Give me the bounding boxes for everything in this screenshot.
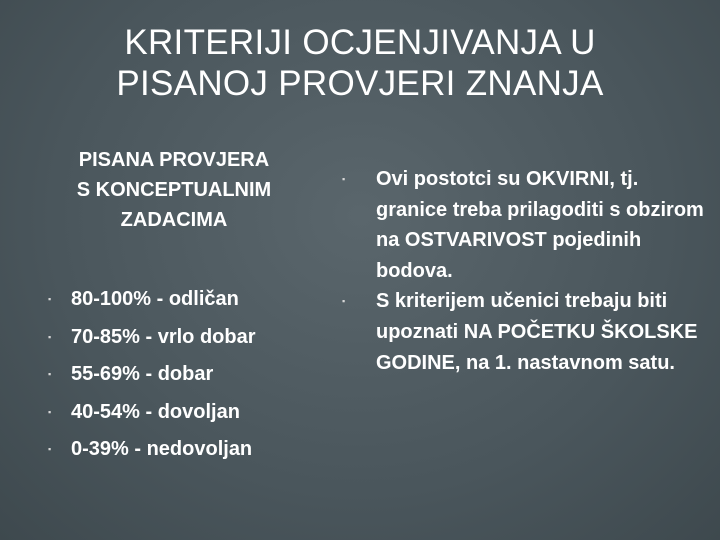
slide-title-line-2: PISANOJ PROVJERI ZNANJA <box>116 64 604 103</box>
grade-criteria-list <box>48 281 338 469</box>
list-item <box>340 164 712 286</box>
list-item <box>340 286 712 378</box>
list-item <box>48 319 338 357</box>
slide-title <box>0 22 720 104</box>
list-item <box>48 356 338 394</box>
note-text: S kriterijem učenici trebaju biti upoznati NA POČETKU ŠKOLSKE GODINE, na 1. nastavnom satu. <box>376 290 698 374</box>
bullet-icon: ▪ <box>48 444 52 454</box>
bullet-icon: ▪ <box>48 331 52 342</box>
notes-list <box>340 164 712 378</box>
left-heading-line-3: ZADACIMA <box>120 209 228 231</box>
slide-title-line-1: KRITERIJI OCJENJIVANJA U <box>124 23 596 62</box>
bullet-icon: ▪ <box>48 406 52 417</box>
grade-criterion-text: 0-39% - nedovoljan <box>71 438 253 460</box>
list-item <box>48 394 338 432</box>
grade-criterion-text: 70-85% - vrlo dobar <box>71 325 256 348</box>
note-text: Ovi postotci su OKVIRNI, tj. granice treba prilagoditi s obzirom na OSTVARIVOST pojedinih bodova. <box>376 168 704 282</box>
left-column-heading <box>38 145 310 235</box>
list-item <box>48 431 338 469</box>
bullet-icon: ▪ <box>342 296 346 307</box>
bullet-icon: ▪ <box>48 369 52 379</box>
bullet-icon: ▪ <box>48 294 52 304</box>
grade-criterion-text: 40-54% - dovoljan <box>71 400 240 423</box>
left-heading-line-2: S KONCEPTUALNIM <box>76 179 272 201</box>
grade-criterion-text: 80-100% - odličan <box>71 288 239 310</box>
left-heading-line-1: PISANA PROVJERA <box>78 149 270 171</box>
grade-criterion-text: 55-69% - dobar <box>71 363 214 385</box>
bullet-icon: ▪ <box>342 174 346 184</box>
list-item <box>48 281 338 319</box>
